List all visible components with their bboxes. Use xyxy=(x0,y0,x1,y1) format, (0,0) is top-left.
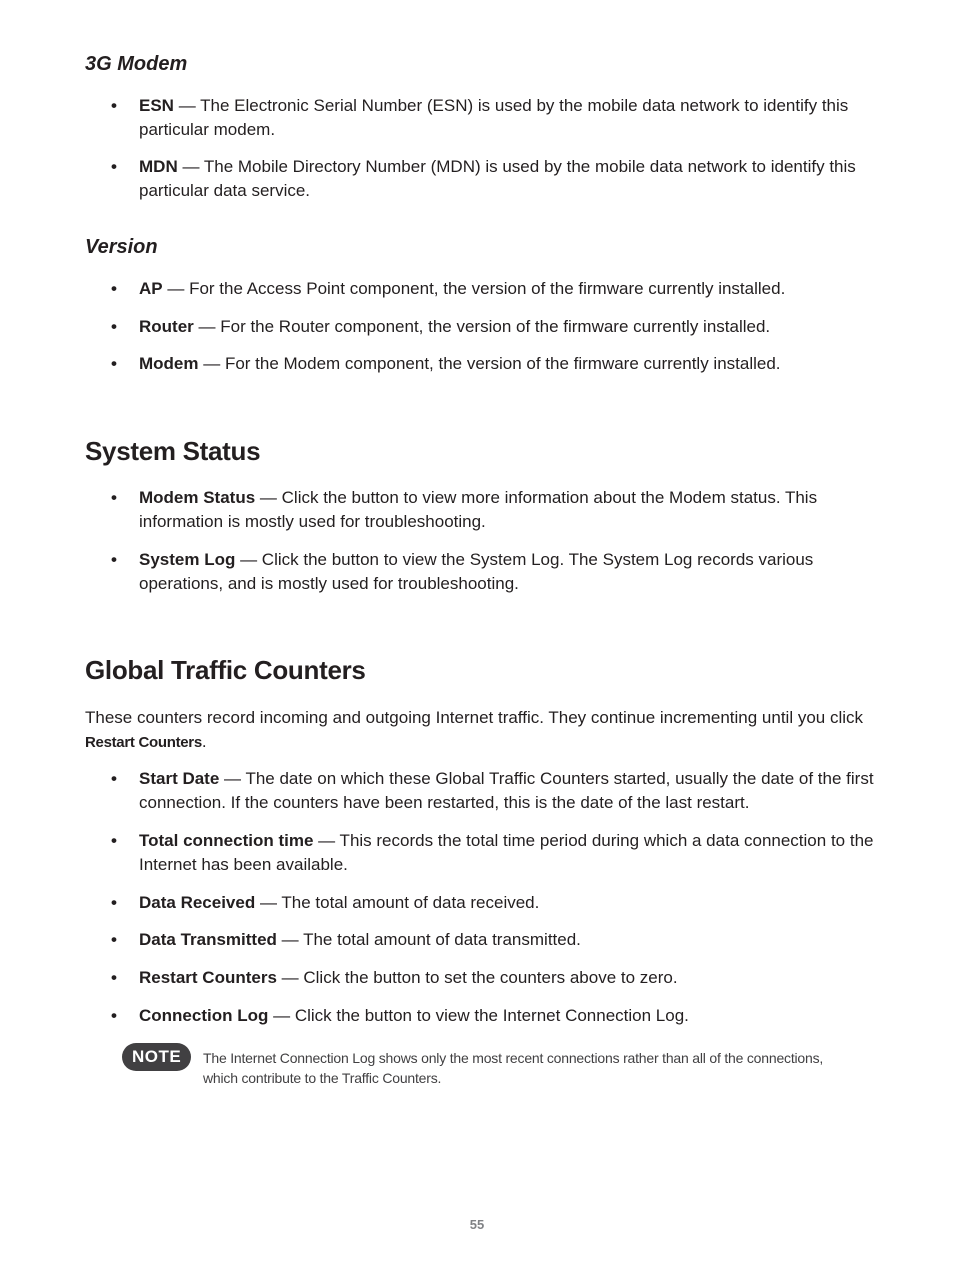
item-term: MDN xyxy=(139,157,178,176)
item-term: Data Received xyxy=(139,893,256,912)
item-text: — Click the button to view more information about the Modem status. This information is mostly used for troubleshooting. xyxy=(139,488,818,531)
item-text: — Click the button to set the counters above to zero. xyxy=(276,968,678,987)
item-term: Start Date xyxy=(139,769,220,788)
list-item xyxy=(85,315,884,339)
list-item xyxy=(85,966,884,990)
item-term: Data Transmitted xyxy=(139,930,277,949)
bullet: • xyxy=(111,354,117,373)
list-item xyxy=(85,548,884,596)
item-text: — The date on which these Global Traffic Counters started, usually the date of the first connection. If the counters have been restarted, this is the date of the last restart. xyxy=(139,769,874,812)
item-text: — The Mobile Directory Number (MDN) is used by the mobile data network to identify this particular data service. xyxy=(139,157,856,200)
item-text: — The total amount of data received. xyxy=(255,893,540,912)
list-item xyxy=(85,486,884,534)
list-item xyxy=(85,1004,884,1028)
bullet: • xyxy=(111,968,117,987)
page-number: 55 xyxy=(469,1217,485,1232)
bullet: • xyxy=(111,317,117,336)
list-item xyxy=(85,767,884,815)
intro-text: These counters record incoming and outgoing Internet traffic. They continue incrementing until you click xyxy=(85,708,864,727)
section-heading-version: Version xyxy=(85,236,158,258)
item-text: — For the Access Point component, the version of the firmware currently installed. xyxy=(162,279,786,298)
item-term: System Log xyxy=(139,550,236,569)
bullet: • xyxy=(111,930,117,949)
bullet: • xyxy=(111,96,117,115)
bullet: • xyxy=(111,893,117,912)
item-text: — This records the total time period during which a data connection to the Internet has been available. xyxy=(139,831,874,874)
note-text: The Internet Connection Log shows only the most recent connections rather than all of the connections, which contribute to the Traffic Counters. xyxy=(203,1050,824,1086)
item-text: — Click the button to view the Internet Connection Log. xyxy=(268,1006,689,1025)
bullet: • xyxy=(111,157,117,176)
section-heading-global-traffic: Global Traffic Counters xyxy=(85,655,366,685)
item-term: Router xyxy=(139,317,194,336)
section-heading-system-status: System Status xyxy=(85,436,261,466)
list-item xyxy=(85,829,884,877)
bullet: • xyxy=(111,1006,117,1025)
item-text: — For the Modem component, the version of the firmware currently installed. xyxy=(198,354,781,373)
section-heading-3g-modem: 3G Modem xyxy=(85,53,188,75)
list-item xyxy=(85,155,884,203)
item-term: ESN xyxy=(139,96,174,115)
intro-command: Restart Counters xyxy=(85,734,202,751)
list-item xyxy=(85,94,884,142)
item-text: — For the Router component, the version of the firmware currently installed. xyxy=(193,317,771,336)
item-term: AP xyxy=(139,279,163,298)
list-item xyxy=(85,352,884,376)
list-item xyxy=(85,277,884,301)
item-text: — The total amount of data transmitted. xyxy=(276,930,581,949)
bullet: • xyxy=(111,769,117,788)
bullet: • xyxy=(111,550,117,569)
item-text: — The Electronic Serial Number (ESN) is used by the mobile data network to identify this particular modem. xyxy=(139,96,849,139)
bullet: • xyxy=(111,488,117,507)
bullet: • xyxy=(111,279,117,298)
intro-paragraph xyxy=(85,706,890,755)
note-badge: NOTE xyxy=(122,1043,191,1071)
item-term: Modem xyxy=(139,354,199,373)
list-item xyxy=(85,891,884,915)
bullet: • xyxy=(111,831,117,850)
item-term: Restart Counters xyxy=(139,968,277,987)
intro-end: . xyxy=(201,732,207,751)
item-term: Total connection time xyxy=(139,831,314,850)
item-term: Connection Log xyxy=(139,1006,269,1025)
item-text: — Click the button to view the System Log. The System Log records various operations, and is mostly used for troubleshooting. xyxy=(139,550,814,593)
item-term: Modem Status xyxy=(139,488,256,507)
list-item xyxy=(85,928,884,952)
